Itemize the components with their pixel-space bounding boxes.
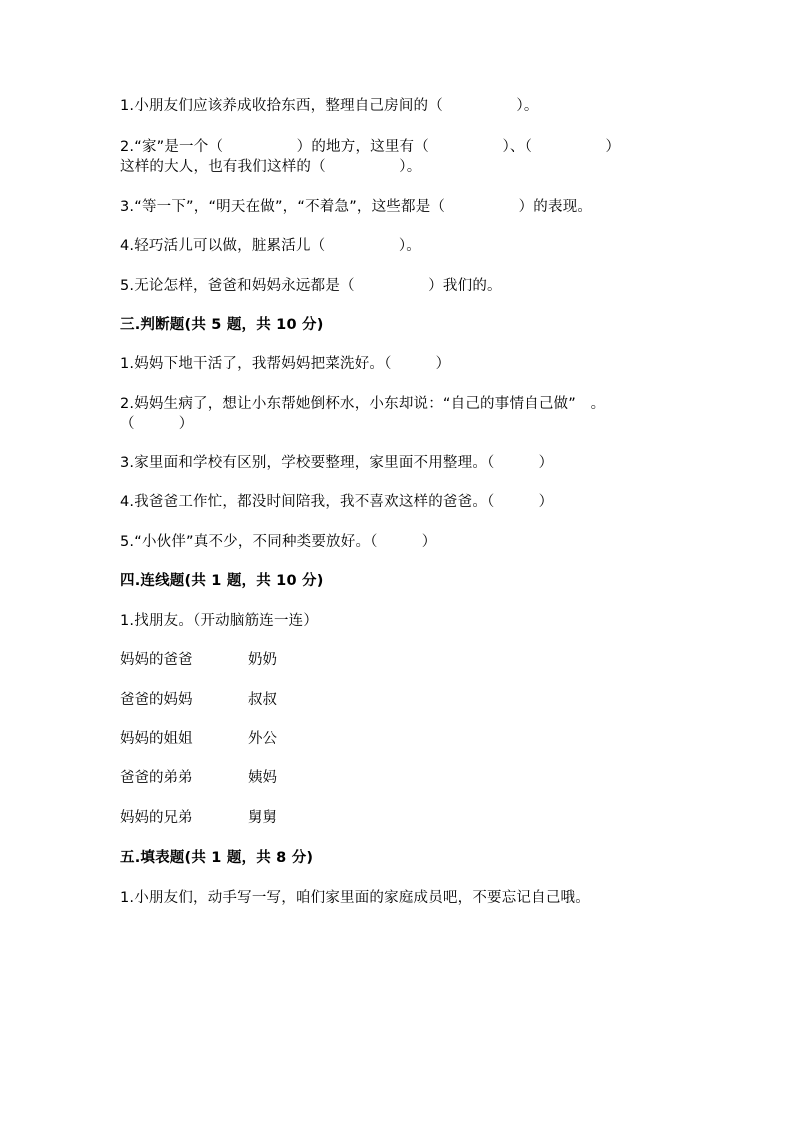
match-right-item: 舅舅: [248, 810, 277, 826]
table-question: 1.小朋友们，动手写一写，咱们家里面的家庭成员吧，不要忘记自己哦。: [120, 890, 590, 906]
match-left-item: 爸爸的弟弟: [120, 770, 193, 786]
judge-item-2: 2.妈妈生病了，想让小东帮她倒杯水，小东却说：“自己的事情自己做” 。: [120, 396, 606, 412]
match-left-item: 妈妈的姐姐: [120, 731, 193, 747]
section-table-heading: 五.填表题(共 1 题，共 8 分): [120, 850, 314, 866]
judge-item-2-cont: （ ）: [120, 416, 194, 432]
match-question: 1.找朋友。（开动脑筋连一连）: [120, 613, 319, 629]
fill-blank-item-2: 2.“家”是一个（ ）的地方，这里有（ ）、（ ）: [120, 139, 621, 155]
match-right-item: 奶奶: [248, 652, 277, 668]
judge-item-5: 5.“小伙伴”真不少，不同种类要放好。（ ）: [120, 534, 437, 550]
fill-blank-item-4: 4.轻巧活儿可以做，脏累活儿（ ）。: [120, 238, 421, 254]
judge-item-4: 4.我爸爸工作忙，都没时间陪我，我不喜欢这样的爸爸。（ ）: [120, 494, 554, 510]
section-judge-heading: 三.判断题(共 5 题，共 10 分): [120, 317, 324, 333]
judge-item-3: 3.家里面和学校有区别，学校要整理，家里面不用整理。（ ）: [120, 455, 554, 471]
section-match-heading: 四.连线题(共 1 题，共 10 分): [120, 573, 324, 589]
match-right-item: 姨妈: [248, 770, 277, 786]
judge-item-1: 1.妈妈下地干活了，我帮妈妈把菜洗好。（ ）: [120, 356, 451, 372]
fill-blank-item-3: 3.“等一下”，“明天在做”，“不着急”，这些都是（ ）的表现。: [120, 199, 593, 215]
match-left-item: 爸爸的妈妈: [120, 692, 193, 708]
match-left-item: 妈妈的爸爸: [120, 652, 193, 668]
match-left-item: 妈妈的兄弟: [120, 810, 193, 826]
match-right-item: 外公: [248, 731, 277, 747]
fill-blank-item-1: 1.小朋友们应该养成收拾东西，整理自己房间的（ ）。: [120, 98, 539, 114]
fill-blank-item-2-cont: 这样的大人，也有我们这样的（ ）。: [120, 159, 422, 175]
match-right-item: 叔叔: [248, 692, 277, 708]
fill-blank-item-5: 5.无论怎样，爸爸和妈妈永远都是（ ）我们的。: [120, 278, 502, 294]
